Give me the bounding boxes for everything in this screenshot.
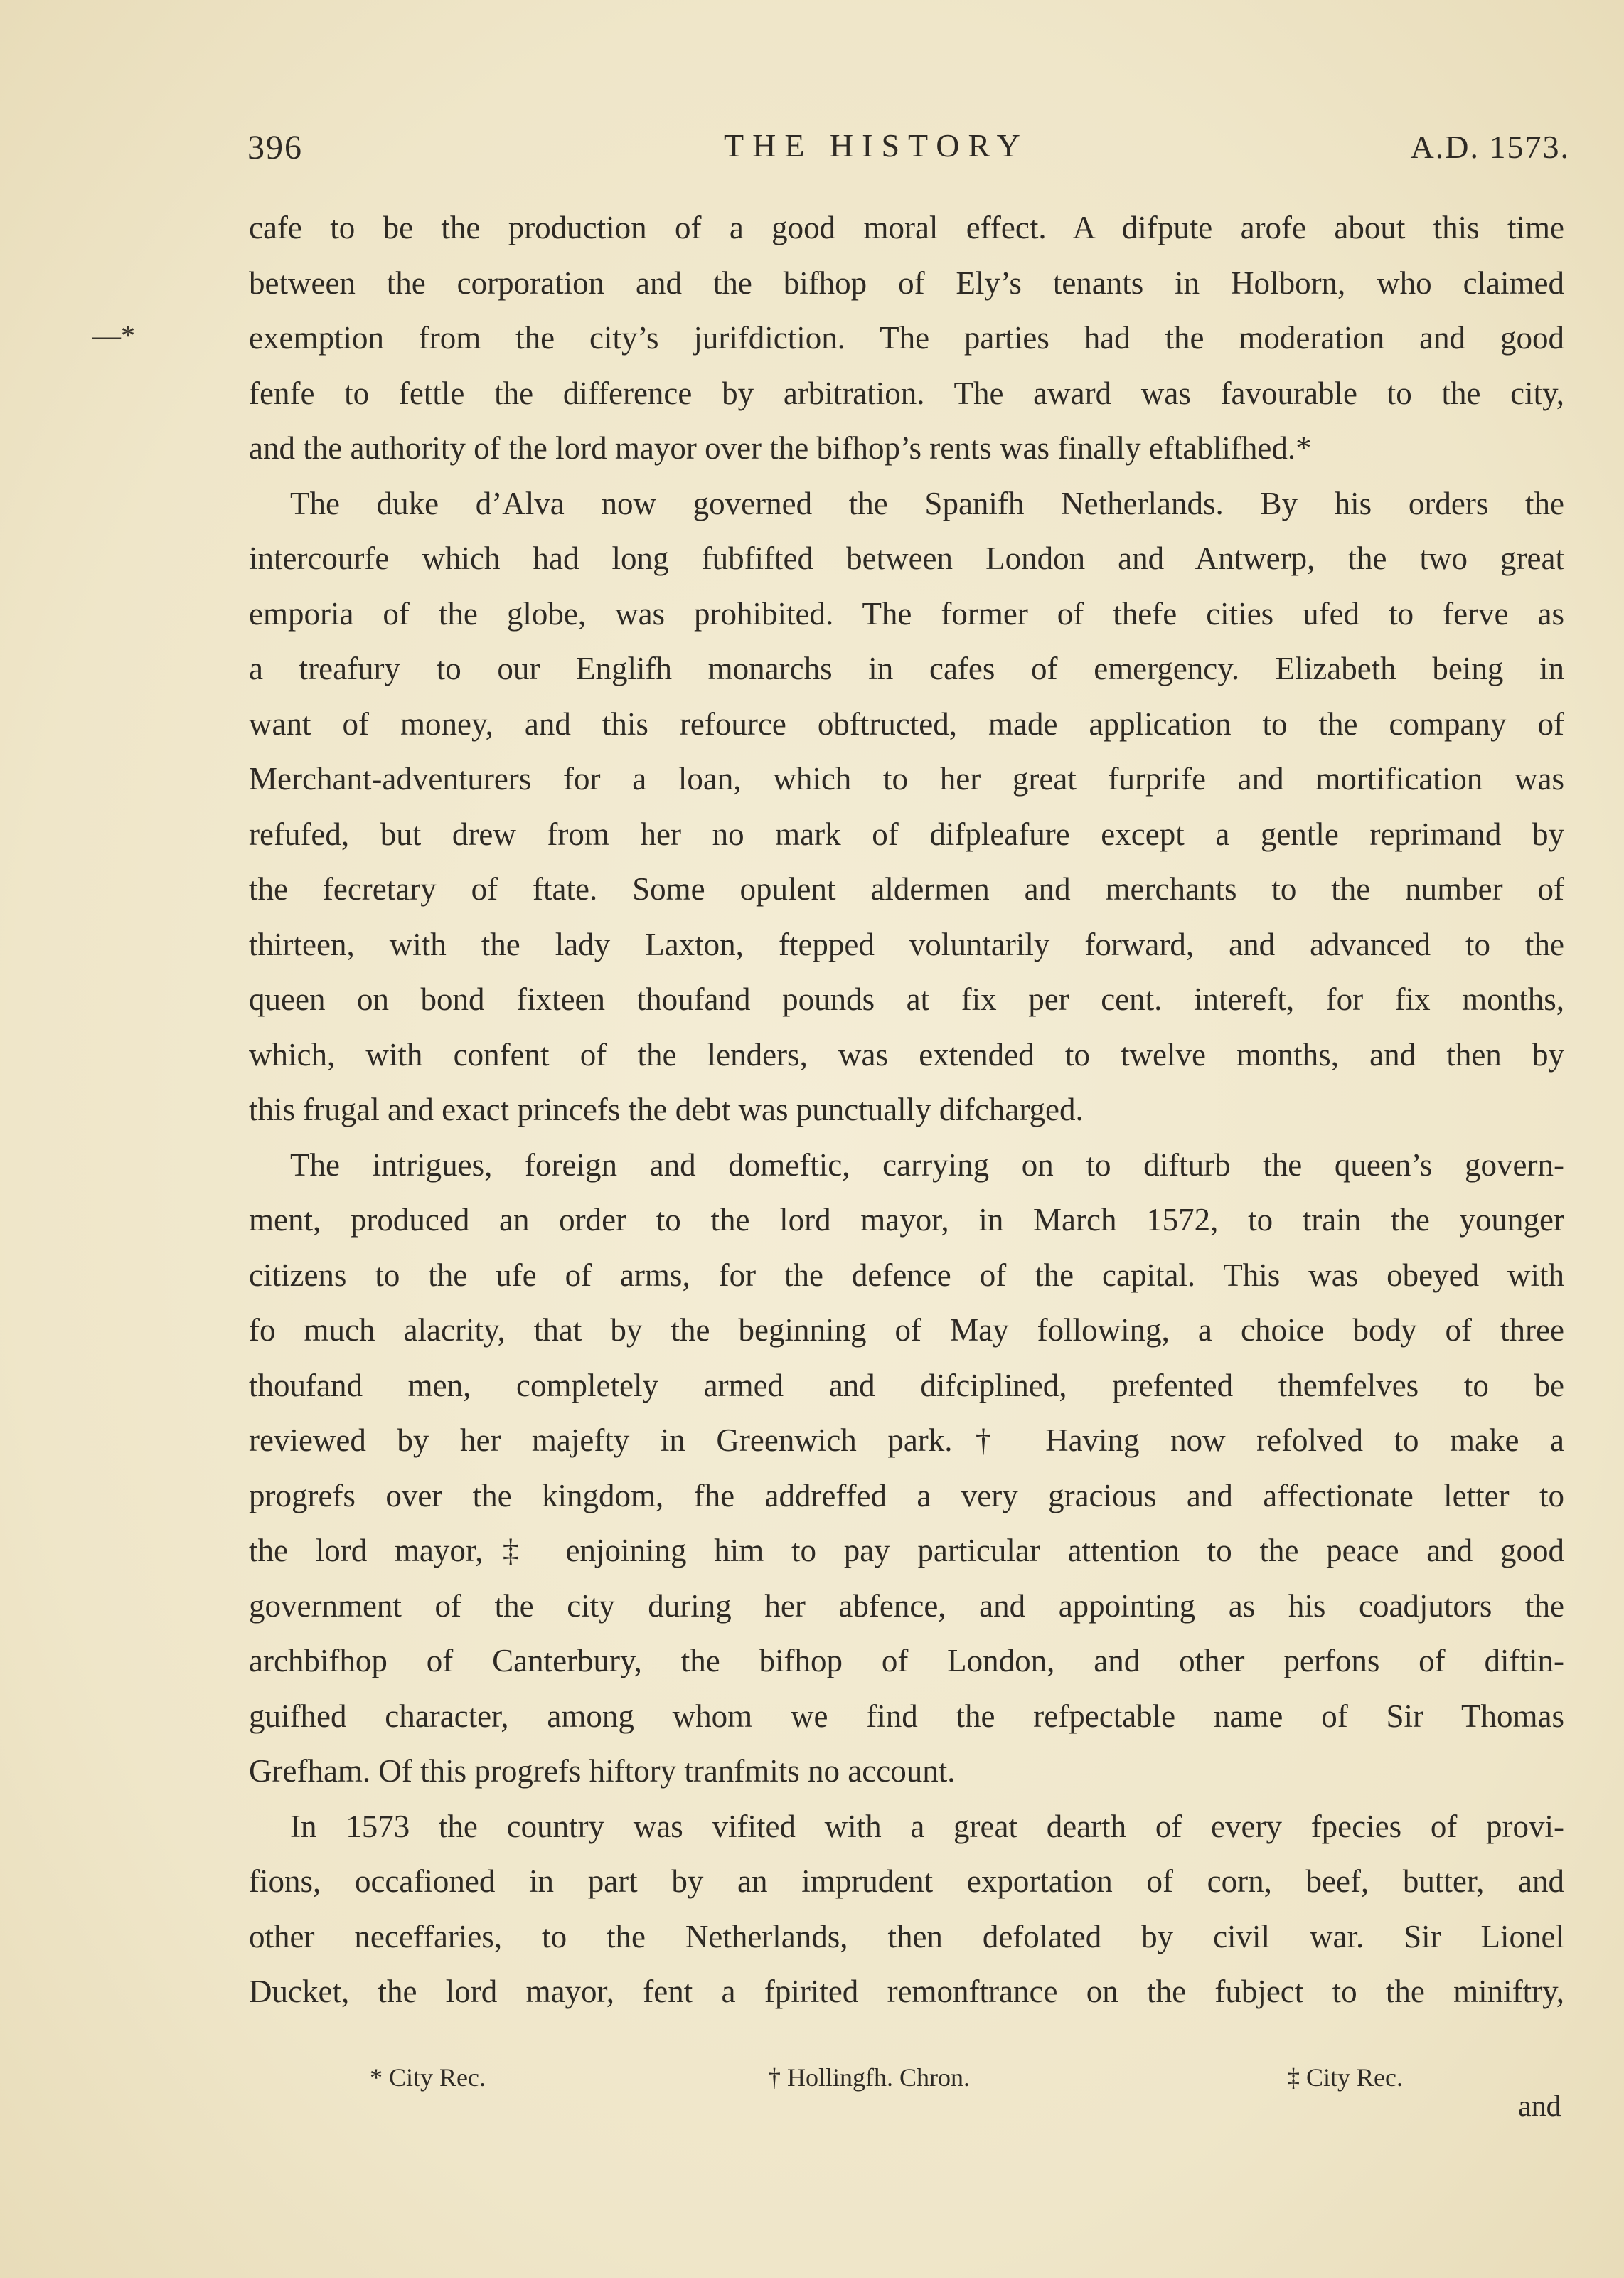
page-header	[247, 121, 1570, 171]
text-line: want of money, and this refource obftructed, made application to the company of	[249, 706, 1564, 742]
text-line: and the authority of the lord mayor over the bifhop’s rents was finally eftablifhed.*	[249, 430, 1312, 466]
text-line: citizens to the ufe of arms, for the defence of the capital. This was obeyed with	[249, 1257, 1564, 1293]
page-number: 396	[247, 129, 303, 166]
text-line: thoufand men, completely armed and difciplined, prefented themfelves to be	[249, 1367, 1564, 1403]
paragraph-start-line: In 1573 the country was vifited with a great dearth of every fpecies of provi-	[290, 1808, 1564, 1844]
text-line: fenfe to fettle the difference by arbitration. The award was favourable to the city,	[249, 375, 1564, 411]
header-year: A.D. 1573.	[1410, 129, 1570, 165]
paragraph-start-line: The duke d’Alva now governed the Spanifh Netherlands. By his orders the	[290, 485, 1564, 521]
text-line: Grefham. Of this progrefs hiftory tranfmits no account.	[249, 1753, 956, 1789]
text-line: this frugal and exact princefs the debt was punctually difcharged.	[249, 1092, 1084, 1127]
text-line: exemption from the city’s jurifdiction. The parties had the moderation and good	[249, 320, 1564, 356]
text-line: emporia of the globe, was prohibited. The former of thefe cities ufed to ferve as	[249, 595, 1564, 632]
text-line: thirteen, with the lady Laxton, ftepped voluntarily forward, and advanced to the	[249, 926, 1564, 962]
text-line: government of the city during her abfence, and appointing as his coadjutors the	[249, 1587, 1564, 1624]
text-line: the lord mayor,‡ enjoining him to pay particular attention to the peace and good	[249, 1533, 1564, 1568]
text-line: guifhed character, among whom we find the refpectable name of Sir Thomas	[249, 1698, 1564, 1734]
text-line: reviewed by her majefty in Greenwich park.† Having now refolved to make a	[249, 1422, 1564, 1458]
text-line: Ducket, the lord mayor, fent a fpirited remonftrance on the fubject to the miniftry,	[249, 1974, 1564, 2009]
text-line: archbifhop of Canterbury, the bifhop of London, and other perfons of diftin-	[249, 1643, 1564, 1678]
paragraph-start-line: The intrigues, foreign and domeftic, carrying on to difturb the queen’s govern-	[290, 1146, 1564, 1183]
text-line: intercourfe which had long fubfifted between London and Antwerp, the two great	[249, 541, 1564, 576]
footnote: ‡ City Rec.	[1287, 2063, 1403, 2092]
text-line: cafe to be the production of a good moral effect. A difpute arofe about this time	[249, 210, 1564, 245]
text-line: fions, occafioned in part by an imprudent exportation of corn, beef, butter, and	[249, 1863, 1564, 1899]
text-line: which, with confent of the lenders, was extended to twelve months, and then by	[249, 1036, 1564, 1073]
text-line: other neceffaries, to the Netherlands, then defolated by civil war. Sir Lionel	[249, 1918, 1564, 1954]
text-line: between the corporation and the bifhop of Ely’s tenants in Holborn, who claimed	[249, 265, 1564, 301]
text-line: a treafury to our Englifh monarchs in cafes of emergency. Elizabeth being in	[249, 651, 1564, 686]
footnotes	[370, 2063, 1436, 2105]
text-line: Merchant-adventurers for a loan, which to her great furprife and mortification was	[249, 761, 1564, 797]
footnote: † Hollingfh. Chron.	[768, 2063, 970, 2092]
text-line: ment, produced an order to the lord mayor, in March 1572, to train the younger	[249, 1202, 1564, 1238]
text-line: queen on bond fixteen thoufand pounds at fix per cent. intereft, for fix months,	[249, 981, 1564, 1017]
footnote: * City Rec.	[370, 2063, 486, 2092]
text-line: progrefs over the kingdom, fhe addreffed a very gracious and affectionate letter to	[249, 1477, 1564, 1513]
margin-mark: —*	[92, 319, 135, 351]
body-text	[249, 201, 1564, 2020]
text-line: fo much alacrity, that by the beginning of May following, a choice body of three	[249, 1312, 1564, 1348]
catchword: and	[1518, 2090, 1561, 2123]
text-line: the fecretary of ftate. Some opulent aldermen and merchants to the number of	[249, 871, 1564, 907]
text-line: refufed, but drew from her no mark of difpleafure except a gentle reprimand by	[249, 816, 1564, 852]
running-title: THE HISTORY	[724, 127, 1029, 164]
